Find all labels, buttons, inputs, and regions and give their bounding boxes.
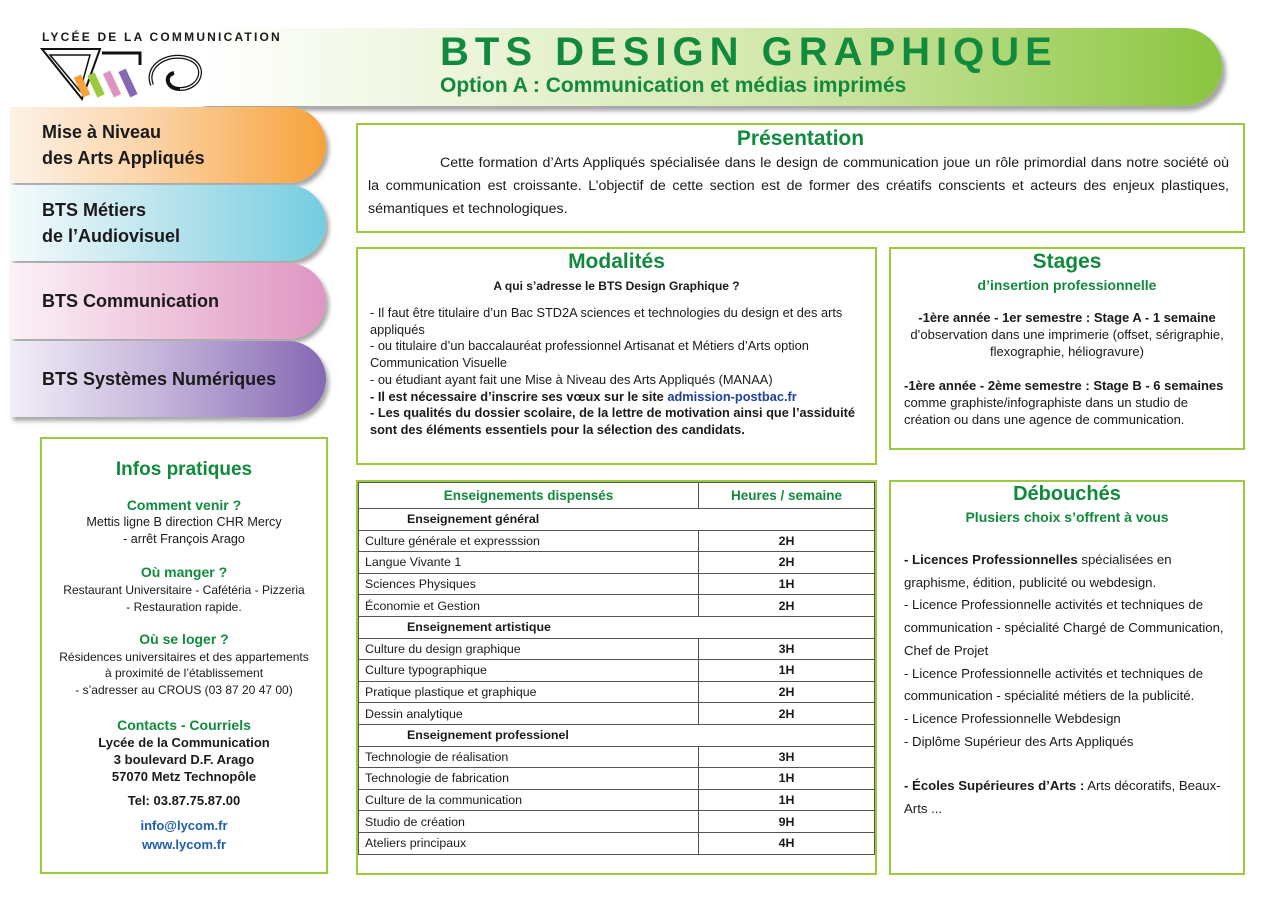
list-item: [904, 775, 1225, 820]
section-heading: Enseignement professionel: [359, 724, 699, 746]
course-hours: 4H: [699, 832, 875, 854]
loger-line: à proximité de l’établissement: [104, 666, 264, 680]
stage-a-heading: -1ère année - 1er semestre : Stage A - 1 semaine: [918, 310, 1216, 325]
course-name: Culture générale et expresssion: [359, 530, 699, 552]
modalites-line: - Il est nécessaire d’inscrire ses vœux sur le site: [370, 388, 664, 404]
tab-mise-a-niveau[interactable]: [10, 107, 326, 183]
course-hours: 1H: [699, 660, 875, 682]
list-item-bold: - Licences Professionnelles: [904, 552, 1078, 567]
presentation-text: Cette formation d’Arts Appliqués spécialisée dans le design de communication joue un rôle primordial dans notre société où la communication est croissante. L’objectif de cette section est de former des créatifs conscients et acteurs des enjeux plastiques, sémantiques et technologiques.: [368, 155, 1229, 217]
contacts-heading: Contacts - Courriels: [117, 717, 251, 733]
tab-bts-systemes-numeriques[interactable]: [10, 341, 326, 417]
modalites-question: A qui s’adresse le BTS Design Graphique ?: [493, 279, 740, 293]
stages-subtitle: d’insertion professionnelle: [977, 277, 1157, 293]
presentation-title: Présentation: [736, 127, 865, 150]
tab-label: Mise à Niveau: [42, 122, 162, 142]
table-row: [359, 595, 875, 617]
venir-line: Mettis ligne B direction CHR Mercy: [86, 515, 282, 529]
section-empty-cell: [699, 724, 875, 746]
loger-heading: Où se loger ?: [139, 631, 229, 647]
course-hours: 2H: [699, 681, 875, 703]
venir-heading: Comment venir ?: [126, 497, 242, 513]
modalites-line: sont des éléments essentiels pour la sélection des candidats.: [370, 421, 745, 437]
course-name: Studio de création: [359, 811, 699, 833]
loger-line: Résidences universitaires et des appartements: [59, 650, 309, 664]
section-empty-cell: [699, 616, 875, 638]
table-section-row: [359, 616, 875, 638]
table-section-row: [359, 724, 875, 746]
list-item-text: Arts décoratifs, Beaux-Arts ...: [904, 778, 1221, 817]
tab-label: BTS Systèmes Numériques: [42, 369, 277, 389]
stage-b-heading: -1ère année - 2ème semestre : Stage B - 6 semaines: [904, 378, 1224, 393]
table-row: [359, 811, 875, 833]
course-hours: 1H: [699, 789, 875, 811]
table-header-row: [359, 483, 875, 509]
admission-postbac-link[interactable]: admission-postbac.fr: [667, 388, 797, 404]
course-name: Technologie de fabrication: [359, 768, 699, 790]
course-name: Pratique plastique et graphique: [359, 681, 699, 703]
phone-number: Tel: 03.87.75.87.00: [127, 793, 241, 808]
table-row: [359, 681, 875, 703]
debouches-box: [889, 480, 1245, 875]
list-item-bold: - Écoles Supérieures d’Arts :: [904, 778, 1085, 794]
column-header-hours: Heures / semaine: [699, 483, 875, 509]
section-empty-cell: [699, 509, 875, 531]
tab-label: BTS Communication: [42, 291, 220, 311]
table-row: [359, 573, 875, 595]
course-name: Sciences Physiques: [359, 573, 699, 595]
debouches-subtitle: Plusiers choix s’offrent à vous: [965, 509, 1169, 525]
infos-box: [40, 437, 328, 874]
course-hours: 3H: [699, 746, 875, 768]
contact-line: 57070 Metz Technopôle: [111, 769, 257, 784]
page-title: BTS DESIGN GRAPHIQUE: [440, 30, 1058, 74]
school-name: LYCÉE DE LA COMMUNICATION: [42, 30, 282, 44]
courses-table: [358, 482, 875, 855]
tab-label: de l’Audiovisuel: [42, 226, 181, 246]
table-row: [359, 638, 875, 660]
list-item-text: spécialisées en graphisme, édition, publicité ou webdesign.: [904, 552, 1172, 590]
course-hours: 2H: [699, 530, 875, 552]
table-row: [359, 552, 875, 574]
table-row: [359, 768, 875, 790]
course-hours: 2H: [699, 703, 875, 725]
table-row: [359, 832, 875, 854]
list-item: - Licence Professionnelle activités et techniques de communication - spécialité Chargé de Communication, Chef de Projet: [904, 597, 1224, 658]
venir-line: - arrêt François Arago: [123, 532, 245, 546]
school-logo: [40, 45, 212, 103]
course-name: Culture typographique: [359, 660, 699, 682]
course-name: Culture de la communication: [359, 789, 699, 811]
table-section-row: [359, 509, 875, 531]
infos-title: Infos pratiques: [115, 459, 253, 480]
column-header-courses: Enseignements dispensés: [359, 483, 699, 509]
website-link[interactable]: www.lycom.fr: [141, 837, 227, 852]
course-hours: 3H: [699, 638, 875, 660]
list-item: - Diplôme Supérieur des Arts Appliqués: [904, 733, 1134, 749]
modalites-line: - ou étudiant ayant fait une Mise à Niveau des Arts Appliqués (MANAA): [370, 371, 773, 387]
list-item: - Licence Professionnelle Webdesign: [904, 710, 1121, 726]
course-hours: 2H: [699, 552, 875, 574]
course-name: Culture du design graphique: [359, 638, 699, 660]
course-hours: 1H: [699, 573, 875, 595]
tab-bts-audiovisuel[interactable]: [10, 185, 326, 261]
stages-box: [889, 247, 1245, 450]
courses-table-box: [356, 480, 877, 875]
stage-a-text: d’observation dans une imprimerie (offset, sérigraphie, flexographie, héliogravure): [910, 327, 1224, 359]
loger-line: - s’adresser au CROUS (03 87 20 47 00): [75, 683, 293, 697]
table-row: [359, 789, 875, 811]
course-hours: 1H: [699, 768, 875, 790]
section-heading: Enseignement artistique: [359, 616, 699, 638]
course-hours: 9H: [699, 811, 875, 833]
table-row: [359, 746, 875, 768]
manger-line: Restaurant Universitaire - Cafétéria - Pizzeria: [63, 583, 305, 597]
course-name: Technologie de réalisation: [359, 746, 699, 768]
page-subtitle: Option A : Communication et médias imprimés: [440, 74, 907, 97]
course-name: Ateliers principaux: [359, 832, 699, 854]
tab-label: BTS Métiers: [42, 200, 147, 220]
manger-heading: Où manger ?: [140, 564, 228, 580]
modalites-line: - Les qualités du dossier scolaire, de la lettre de motivation ainsi que l’assiduité: [370, 405, 856, 421]
email-link[interactable]: info@lycom.fr: [140, 818, 228, 833]
modalites-box: [356, 247, 877, 465]
table-row: [359, 660, 875, 682]
modalites-line: - Il faut être titulaire d’un Bac STD2A sciences et technologies du design et des arts appliqués: [370, 305, 843, 337]
contact-line: 3 boulevard D.F. Arago: [113, 752, 255, 767]
contact-line: Lycée de la Communication: [98, 735, 270, 750]
table-row: [359, 703, 875, 725]
manger-line: - Restauration rapide.: [126, 600, 242, 614]
stage-b-text: comme graphiste/infographiste dans un studio de création ou dans une agence de communication.: [904, 395, 1189, 427]
modalites-title: Modalités: [568, 250, 665, 273]
tab-bts-communication[interactable]: [10, 263, 326, 339]
section-heading: Enseignement général: [359, 509, 699, 531]
presentation-box: [356, 123, 1245, 233]
course-name: Économie et Gestion: [359, 595, 699, 617]
list-item: - Licence Professionnelle activités et techniques de communication - spécialité métiers de la publicité.: [904, 665, 1204, 704]
modalites-line: - ou titulaire d’un baccalauréat professionnel Artisanat et Métiers d’Arts option Communication Visuelle: [370, 338, 809, 371]
stages-title: Stages: [1032, 250, 1102, 273]
course-name: Dessin analytique: [359, 703, 699, 725]
course-hours: 2H: [699, 595, 875, 617]
list-item: [904, 549, 1225, 594]
tab-label: des Arts Appliqués: [42, 148, 205, 168]
table-row: [359, 530, 875, 552]
course-name: Langue Vivante 1: [359, 552, 699, 574]
debouches-title: Débouchés: [1013, 483, 1121, 505]
